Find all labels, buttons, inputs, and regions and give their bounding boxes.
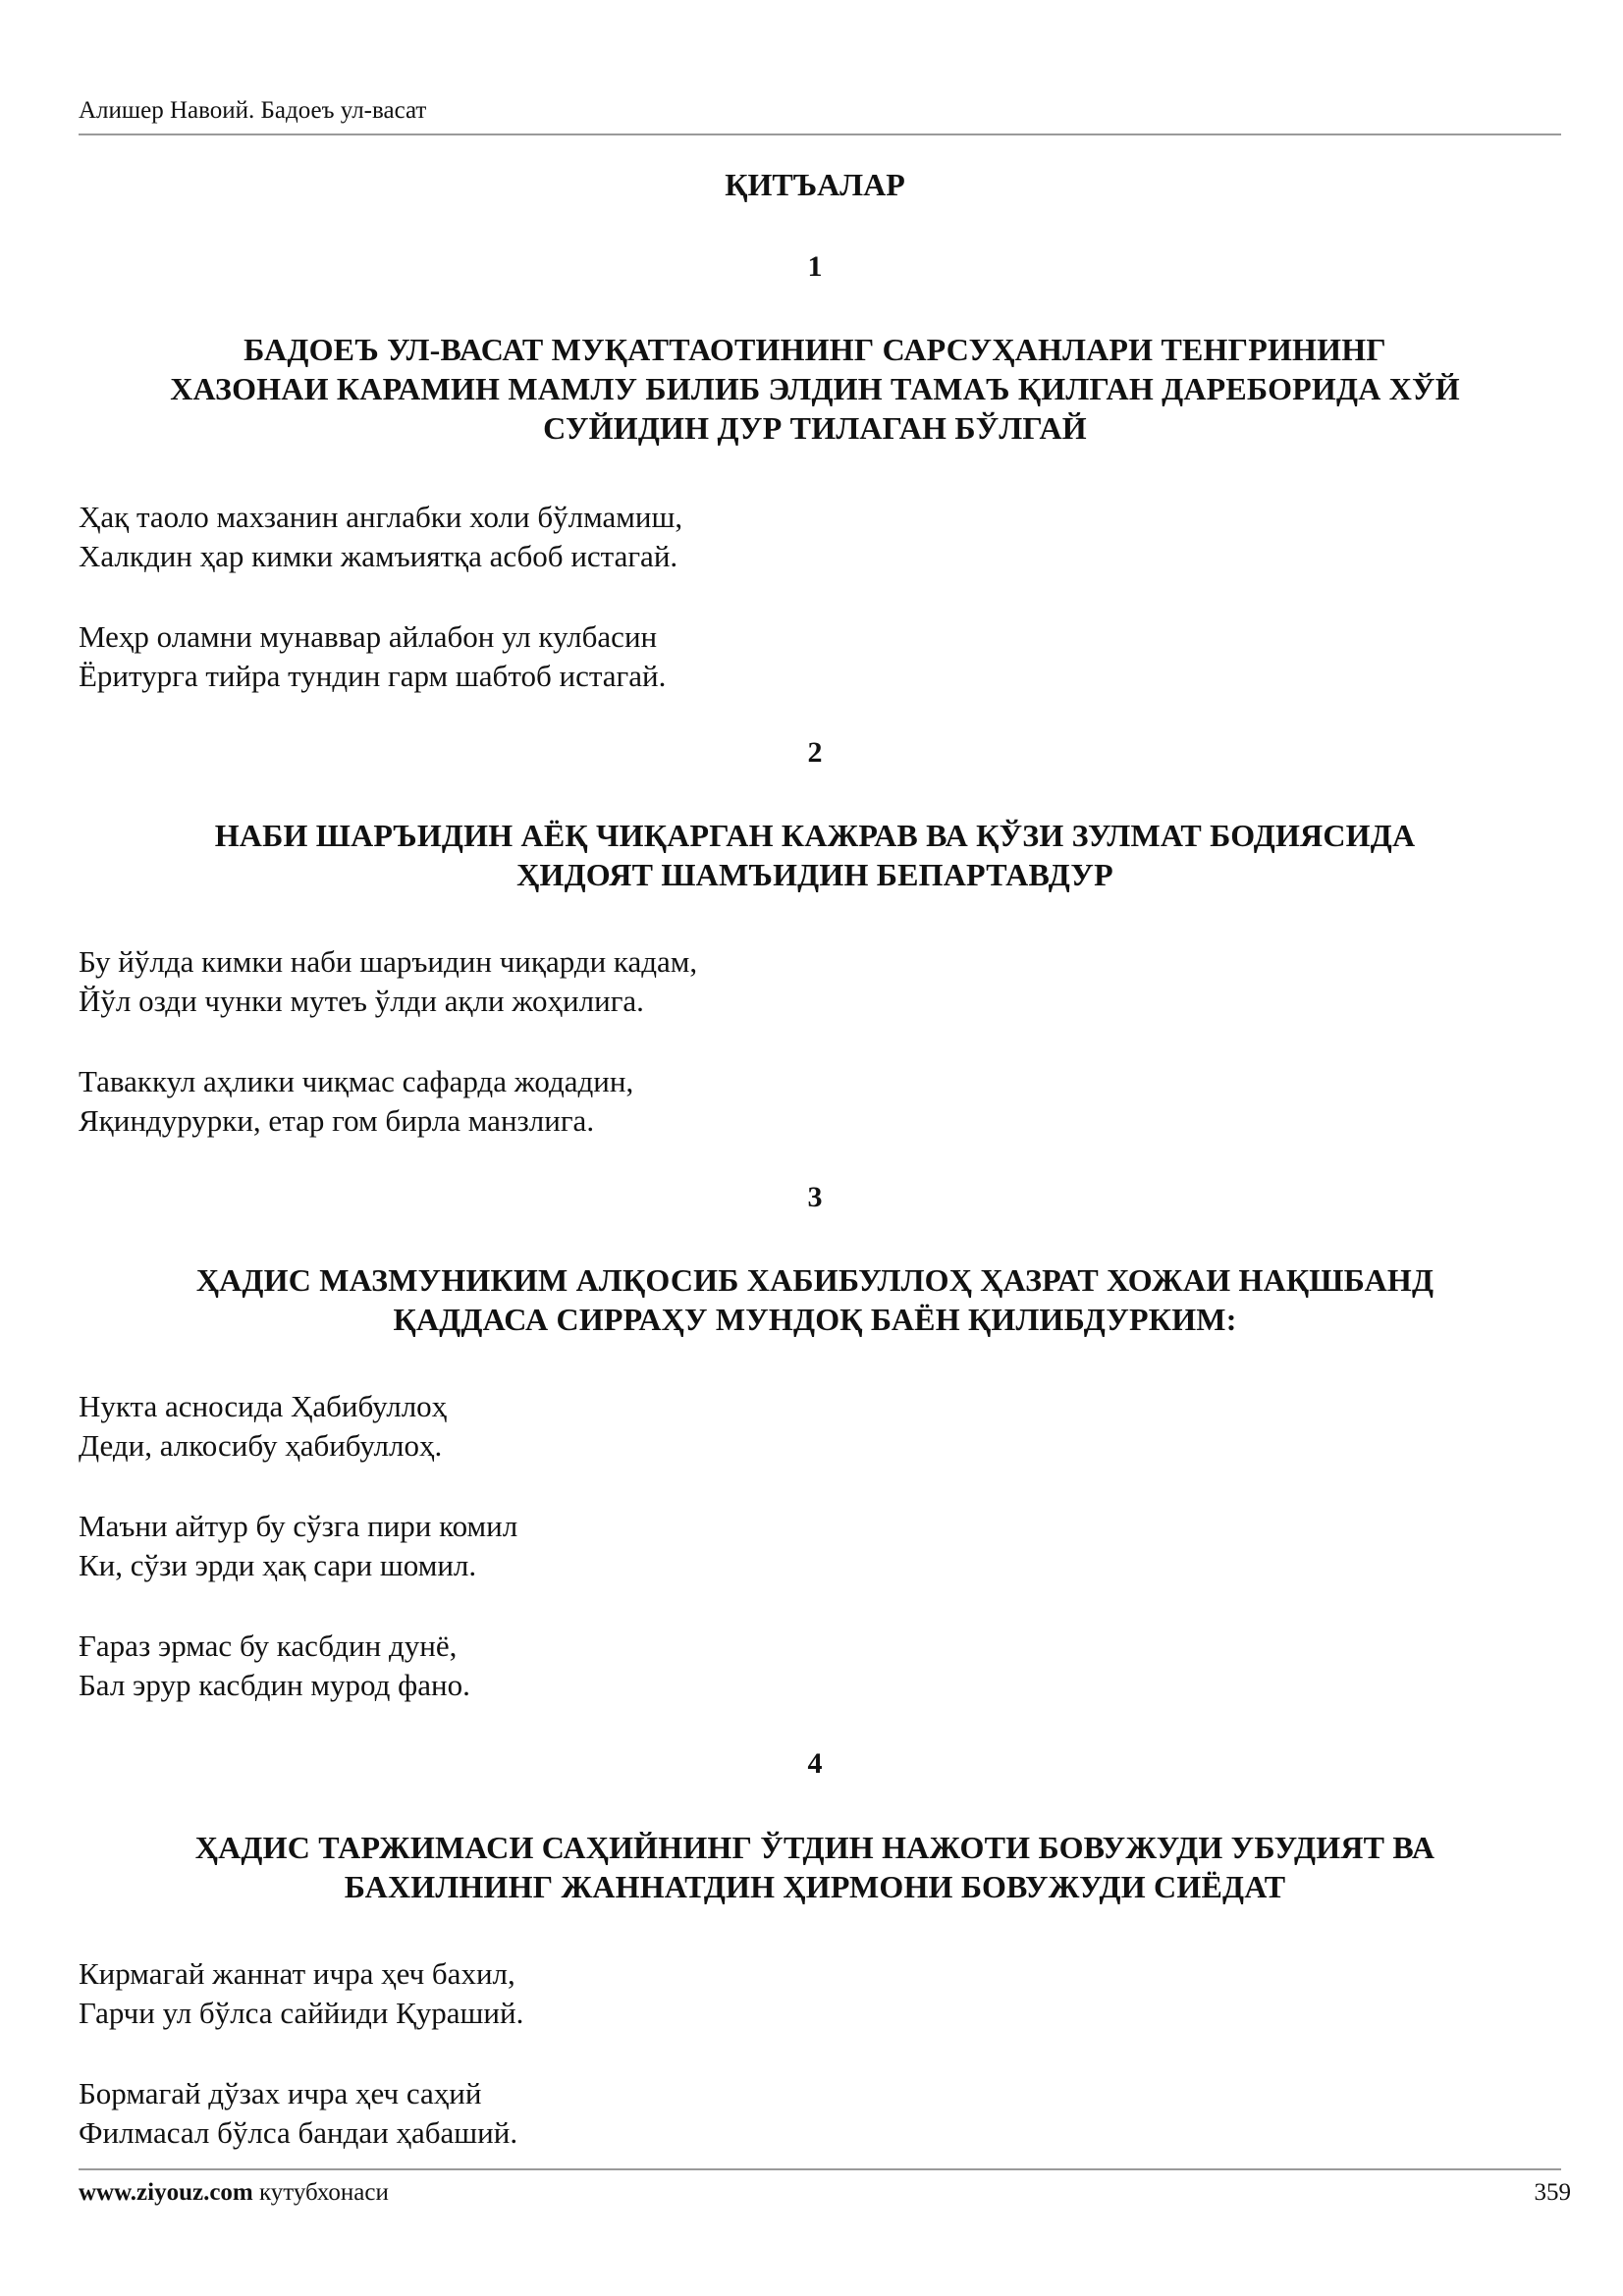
piece-heading [79,1828,1551,1906]
verse-line: Меҳр оламни мунаввар айлабон ул кулбасин [79,619,658,654]
footer-rule [79,2168,1561,2170]
stanza [79,1627,1453,1705]
verse-line: Ёритурга тийра тундин гарм шабтоб истагай. [79,659,667,693]
footer-library-label: кутубхонаси [252,2179,389,2206]
running-header: Алишер Навоий. Бадоеъ ул-васат [79,97,427,124]
verse-line: Ҳақ таоло махзанин англабки холи бўлмамиш, [79,500,683,534]
stanza [79,617,1453,696]
heading-line: ҚАДДАСА СИРРАҲУ МУНДОҚ БАЁН ҚИЛИБДУРКИМ: [393,1302,1237,1337]
header-rule [79,133,1561,135]
heading-line: ҲАДИС МАЗМУНИКИМ АЛҚОСИБ ХАБИБУЛЛОҲ ҲАЗРАТ ХОЖАИ НАҚШБАНД [195,1262,1434,1298]
stanza [79,1062,1453,1141]
footer-site-link[interactable]: www.ziyouz.com [79,2179,253,2206]
stanza [79,2074,1453,2153]
verse-line: Йўл озди чунки мутеъ ўлди ақли жоҳилига. [79,984,644,1018]
piece-heading [79,330,1551,448]
verse-line: Яқиндурурки, етар гом бирла манзлига. [79,1103,595,1138]
verse-line: Бал эрур касбдин мурод фано. [79,1668,470,1702]
verse-line: Бормагай дўзах ичра ҳеч саҳий [79,2076,482,2110]
piece-heading [79,1260,1551,1339]
verse-line: Деди, алкосибу ҳабибуллоҳ. [79,1428,443,1463]
piece-heading [79,816,1551,894]
verse-line: Маъни айтур бу сўзга пири комил [79,1509,518,1543]
footer-source [79,2178,389,2208]
stanza [79,498,1453,576]
page-number: 359 [1534,2179,1571,2206]
heading-line: БАХИЛНИНГ ЖАННАТДИН ҲИРМОНИ БОВУЖУДИ СИЁДАТ [344,1869,1286,1904]
heading-line: НАБИ ШАРЪИДИН АЁҚ ЧИҚАРГАН КАЖРАВ ВА ҚЎЗИ ЗУЛМАТ БОДИЯСИДА [214,818,1416,853]
section-title: ҚИТЪАЛАР [725,167,905,202]
heading-line: ҲАДИС ТАРЖИМАСИ САҲИЙНИНГ ЎТДИН НАЖОТИ БОВУЖУДИ УБУДИЯТ ВА [194,1830,1435,1865]
verse-line: Гарчи ул бўлса саййиди Қураший. [79,1996,524,2030]
heading-line: ХАЗОНАИ КАРАМИН МАМЛУ БИЛИБ ЭЛДИН ТАМАЪ ҚИЛГАН ДАРЕБОРИДА ХЎЙ [170,371,1460,406]
verse-line: Бу йўлда кимки наби шаръидин чиқарди кадам, [79,944,698,979]
verse-line: Ғараз эрмас бу касбдин дунё, [79,1629,458,1663]
piece-number: 2 [807,736,823,769]
stanza [79,1387,1453,1466]
stanza [79,1954,1453,2033]
verse-line: Филмасал бўлса бандаи ҳабаший. [79,2115,518,2150]
piece-number: 3 [807,1181,823,1213]
stanza [79,1507,1453,1585]
heading-line: СУЙИДИН ДУР ТИЛАГАН БЎЛГАЙ [543,410,1087,446]
verse-line: Нукта асносида Ҳабибуллоҳ [79,1389,448,1423]
stanza [79,942,1453,1021]
verse-line: Ки, сўзи эрди ҳақ сари шомил. [79,1548,477,1582]
verse-line: Таваккул аҳлики чиқмас сафарда жодадин, [79,1064,634,1098]
verse-line: Кирмагай жаннат ичра ҳеч бахил, [79,1956,515,1991]
heading-line: ҲИДОЯТ ШАМЪИДИН БЕПАРТАВДУР [516,857,1113,892]
piece-number: 4 [807,1747,823,1780]
verse-line: Халкдин ҳар кимки жамъиятқа асбоб истагай. [79,539,678,573]
heading-line: БАДОЕЪ УЛ-ВАСАТ МУҚАТТАОТИНИНГ САРСУҲАНЛАРИ ТЕНГРИНИНГ [243,332,1386,367]
piece-number: 1 [807,250,823,283]
